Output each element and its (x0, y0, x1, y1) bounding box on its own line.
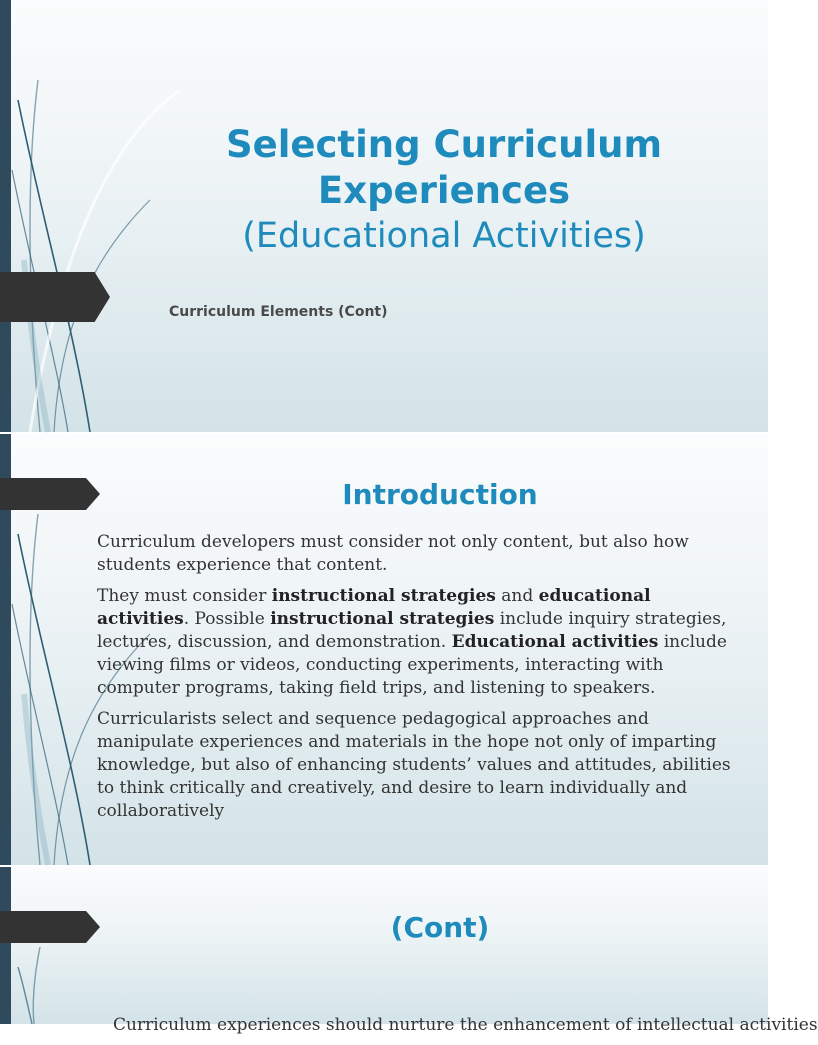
decorative-swoosh (0, 867, 160, 1024)
slide-tab-marker (0, 272, 110, 322)
decorative-swoosh (0, 0, 160, 432)
slide-tab-marker (0, 478, 100, 510)
bullet-text: . Possible (183, 609, 271, 629)
bold-term: Educational activities (451, 632, 659, 652)
introduction-slide (0, 434, 768, 865)
slide-heading: (Cont) (390, 911, 490, 944)
list-item (90, 1014, 818, 1037)
slide-heading: Introduction (342, 478, 538, 511)
slide-subtitle: Curriculum Elements (Cont) (169, 304, 388, 320)
bullet-text: Curricularists select and sequence pedagogical approaches and manipulate experiences and materials in the hope not only of imparting knowledge, but also of enhancing students’ values and attitudes, abilities to think critically and creatively, and desire to learn individually and collaboratively (97, 709, 731, 821)
list-item (74, 531, 744, 577)
list-item (74, 585, 744, 700)
list-item (74, 708, 744, 823)
bullet-list (74, 531, 744, 831)
bullet-text: Curriculum experiences should nurture the enhancement of intellectual activities (113, 1015, 818, 1035)
bold-term: instructional strategies (271, 586, 496, 606)
bullet-text: include viewing films or videos, conducting experiments, interacting with computer programs, taking field trips, and listening to speakers. (97, 632, 727, 698)
title-line-2: Experiences (317, 169, 571, 212)
slide-title (150, 122, 738, 214)
cont-slide (0, 867, 818, 1035)
bullet-list (90, 1014, 818, 1045)
slide-tab-marker (0, 911, 100, 943)
title-slide (0, 0, 768, 432)
bullet-text: They must consider (97, 586, 272, 606)
bold-term: educational activities (97, 586, 651, 629)
title-line-3: (Educational Activities) (242, 216, 646, 256)
bold-term: instructional strategies (270, 609, 495, 629)
bullet-text: include inquiry strategies, lectures, discussion, and demonstration. (97, 609, 727, 652)
title-line-1: Selecting Curriculum (225, 123, 663, 166)
bullet-text: Curriculum developers must consider not only content, but also how students experience that content. (97, 532, 689, 575)
bullet-text: and (495, 586, 539, 606)
